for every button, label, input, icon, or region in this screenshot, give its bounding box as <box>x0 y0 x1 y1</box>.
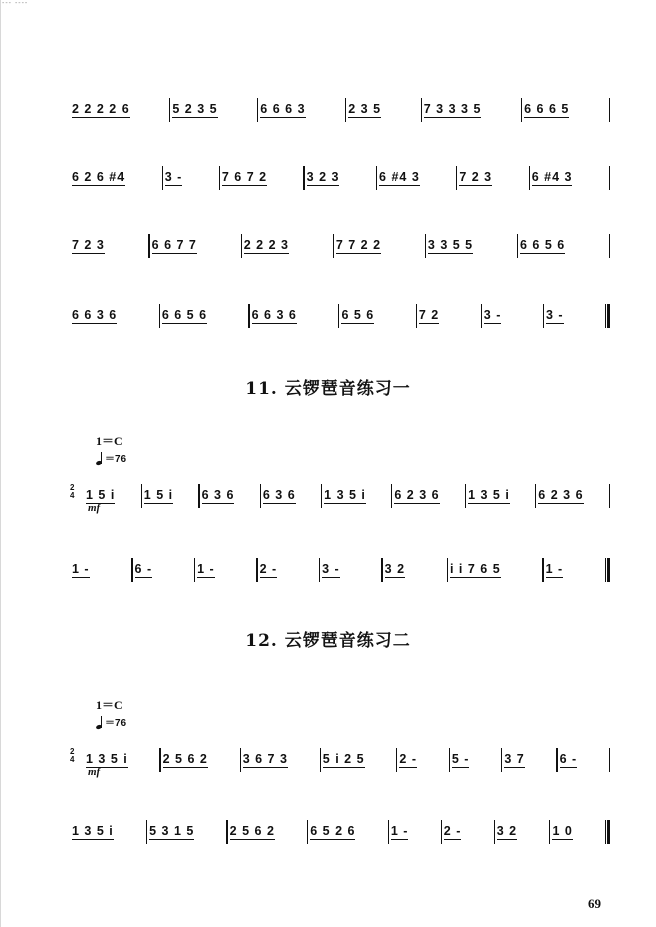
tempo-value: ＝76 <box>105 718 127 729</box>
notes: 6 - <box>559 752 578 766</box>
measure <box>518 238 609 254</box>
notes: 7 2 3 <box>72 238 105 252</box>
notes: 3 - <box>322 562 340 576</box>
measure <box>161 752 240 768</box>
barline <box>609 166 610 190</box>
measure <box>142 488 199 504</box>
measure <box>457 170 528 186</box>
notes: 1 - <box>197 562 215 576</box>
measure <box>70 824 146 840</box>
measure <box>320 562 381 578</box>
measure <box>442 824 494 840</box>
notes: 2 5 6 2 <box>229 824 275 838</box>
notes: 6 6 3 6 <box>72 308 118 322</box>
measure <box>84 488 141 504</box>
measure <box>70 102 169 118</box>
notes: 2 2 2 3 <box>243 238 289 252</box>
barline <box>609 234 610 258</box>
time-signature-bottom: 4 <box>70 491 75 500</box>
measure <box>417 308 481 324</box>
measure <box>522 102 609 118</box>
measure <box>163 170 219 186</box>
notes: 5 3 1 5 <box>149 824 195 838</box>
measure <box>550 824 605 840</box>
notes: 2 - <box>259 562 278 576</box>
notes: 7 2 3 <box>459 170 493 184</box>
measure <box>160 308 249 324</box>
notes: 3 - <box>164 170 183 184</box>
notes: 1 0 <box>552 824 573 838</box>
measure <box>450 752 501 768</box>
measure <box>536 488 609 504</box>
notes: 2 - <box>443 824 462 838</box>
measure <box>258 102 345 118</box>
measure <box>308 824 387 840</box>
measure <box>422 102 521 118</box>
section-11-system-1 <box>84 470 610 504</box>
key-signature: 1＝C <box>96 698 123 712</box>
measure <box>147 824 226 840</box>
measure <box>426 238 517 254</box>
notes: 6 6 7 7 <box>151 238 197 252</box>
measure <box>558 752 609 768</box>
notes: 6 6 3 6 <box>251 308 297 322</box>
notes: 2 3 5 <box>348 102 382 116</box>
notes: 6 2 6 #4 <box>72 170 126 184</box>
measure <box>261 488 321 504</box>
final-barline <box>605 558 610 582</box>
notes: 7 3 3 3 5 <box>423 102 482 116</box>
measure <box>70 562 131 578</box>
measure <box>84 752 159 768</box>
notes: 1 3 5 i <box>324 488 366 502</box>
notes: 6 3 6 <box>262 488 296 502</box>
measure <box>448 562 542 578</box>
measure <box>389 824 441 840</box>
score-system-3 <box>70 220 610 254</box>
notes: 1 - <box>390 824 409 838</box>
time-signature <box>70 748 74 764</box>
header-mark: --- ---- <box>2 0 29 7</box>
measure <box>544 562 605 578</box>
notes: 6 6 6 5 <box>524 102 570 116</box>
dynamic-marking: mf <box>88 502 101 514</box>
measure <box>133 562 194 578</box>
notes: 6 5 2 6 <box>310 824 356 838</box>
measure <box>466 488 535 504</box>
measure <box>392 488 465 504</box>
notes: 7 2 <box>418 308 440 322</box>
notes: 6 #4 3 <box>531 170 573 184</box>
measure <box>70 170 162 186</box>
measure <box>334 238 425 254</box>
score-system-4 <box>70 290 610 324</box>
notes: 7 6 7 2 <box>221 170 268 184</box>
measure <box>220 170 304 186</box>
notes: 1 - <box>72 562 90 576</box>
score-system-1 <box>70 84 610 118</box>
barline <box>609 748 610 772</box>
notes: 3 - <box>545 308 564 322</box>
notes: 7 7 2 2 <box>335 238 382 252</box>
tempo-marking <box>96 714 126 729</box>
measure <box>195 562 256 578</box>
notes: 5 2 3 5 <box>172 102 218 116</box>
measure <box>482 308 543 324</box>
page-edge <box>0 0 1 927</box>
measure <box>321 752 396 768</box>
measure <box>241 752 320 768</box>
measure <box>339 308 415 324</box>
measure <box>250 308 339 324</box>
barline <box>609 98 610 122</box>
notes: 6 3 6 <box>201 488 235 502</box>
measure <box>150 238 241 254</box>
notes: 5 - <box>451 752 470 766</box>
quarter-note-icon <box>96 716 104 729</box>
measure <box>228 824 307 840</box>
dynamic-marking: mf <box>88 766 101 778</box>
notes: 1 3 5 i <box>72 824 114 838</box>
notes: 1 5 i <box>143 488 174 502</box>
notes: 3 3 5 5 <box>427 238 474 252</box>
notes: 2 5 6 2 <box>162 752 208 766</box>
notes: 2 - <box>399 752 417 766</box>
measure <box>170 102 257 118</box>
measure <box>346 102 420 118</box>
notes: 1 3 5 i <box>86 752 128 766</box>
tempo-marking <box>96 450 126 465</box>
notes: 2 2 2 2 6 <box>72 102 130 116</box>
section-11-title: 11. 云锣琶音练习一 <box>245 379 411 399</box>
notes: 6 2 3 6 <box>538 488 584 502</box>
measure <box>502 752 556 768</box>
measure <box>530 170 609 186</box>
measure <box>305 170 376 186</box>
measure <box>70 238 148 254</box>
final-barline <box>605 820 610 844</box>
section-11-system-2 <box>70 544 610 578</box>
page-number: 69 <box>588 896 601 911</box>
notes: 6 6 5 6 <box>161 308 208 322</box>
notes: 3 2 3 <box>306 170 340 184</box>
measure <box>377 170 456 186</box>
notes: 1 - <box>545 562 564 576</box>
measure <box>242 238 333 254</box>
notes: i i 7 6 5 <box>449 562 501 576</box>
notes: 6 6 5 6 <box>519 238 566 252</box>
final-barline <box>605 304 610 328</box>
measure <box>495 824 550 840</box>
tempo-value: ＝76 <box>105 454 127 465</box>
notes: 1 3 5 i <box>468 488 510 502</box>
notes: 6 #4 3 <box>379 170 420 184</box>
section-12-title: 12. 云锣琶音练习二 <box>245 631 411 651</box>
section-12-system-2 <box>70 806 610 840</box>
measure <box>383 562 447 578</box>
notes: 5 i 2 5 <box>322 752 365 766</box>
notes: 3 2 <box>496 824 518 838</box>
time-signature-bottom: 4 <box>70 755 75 764</box>
measure <box>544 308 605 324</box>
key-signature: 1＝C <box>96 434 123 448</box>
measure <box>322 488 391 504</box>
measure <box>258 562 319 578</box>
notes: 3 7 <box>504 752 525 766</box>
quarter-note-icon <box>96 452 104 465</box>
score-system-2 <box>70 152 610 186</box>
measure <box>397 752 448 768</box>
notes: 1 5 i <box>86 488 116 502</box>
notes: 6 6 6 3 <box>260 102 306 116</box>
notes: 6 5 6 <box>341 308 375 322</box>
time-signature-top: 2 <box>70 483 75 492</box>
notes: 3 - <box>483 308 502 322</box>
barline <box>609 484 610 508</box>
section-12-system-1 <box>84 734 610 768</box>
notes: 3 6 7 3 <box>242 752 288 766</box>
notes: 6 2 3 6 <box>394 488 440 502</box>
time-signature <box>70 484 74 500</box>
time-signature-top: 2 <box>70 747 75 756</box>
measure <box>200 488 260 504</box>
notes: 3 2 <box>384 562 406 576</box>
notes: 6 - <box>134 562 153 576</box>
measure <box>70 308 159 324</box>
